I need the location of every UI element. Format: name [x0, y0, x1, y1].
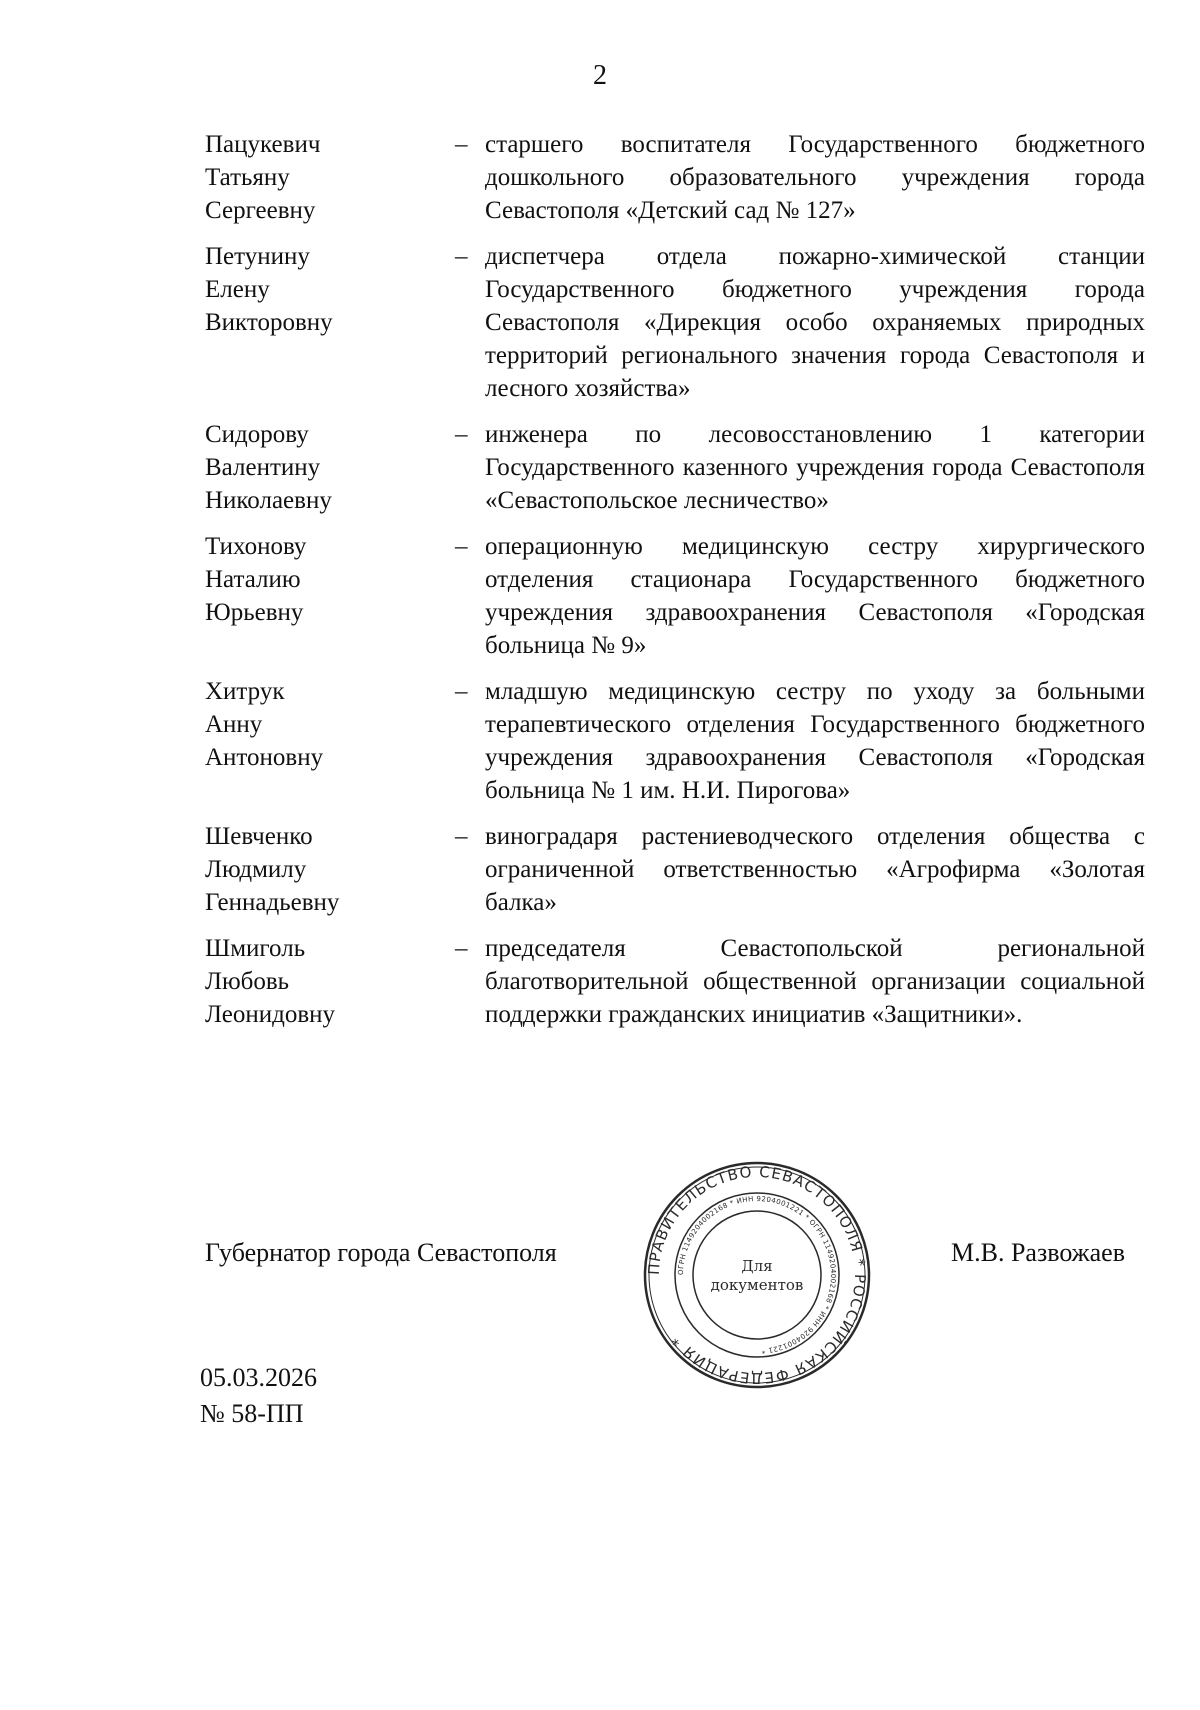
- document-date-number: [200, 1360, 317, 1432]
- first-name: Любовь: [205, 968, 290, 995]
- surname: Хитрук: [205, 678, 285, 705]
- patronymic: Леонидовну: [205, 1001, 336, 1028]
- position-description: операционную медицинскую сестру хирургического отделения стационара Государственного бюджетного учреждения здравоохранения Севастополя «Городская больница № 9»: [485, 533, 1145, 659]
- patronymic: Сергеевну: [205, 197, 316, 224]
- seal-center-line1: Для: [741, 1257, 773, 1275]
- page-number: 2: [593, 60, 607, 91]
- position-description: старшего воспитателя Государственного бюджетного дошкольного образовательного учреждения города Севастополя «Детский сад № 127»: [485, 131, 1145, 224]
- official-seal: [642, 1160, 872, 1390]
- first-name: Людмилу: [205, 856, 307, 883]
- document-number: № 58-ПП: [200, 1399, 304, 1428]
- patronymic: Николаевну: [205, 487, 332, 514]
- document-date: 05.03.2026: [200, 1363, 317, 1392]
- dash: –: [455, 243, 468, 270]
- position-description: диспетчера отдела пожарно-химической станции Государственного бюджетного учреждения города Севастополя «Дирекция особо охраняемых природных территорий регионального значения города Севастополя и лесного хозяйства»: [485, 243, 1145, 402]
- list-item: [205, 932, 1145, 1031]
- surname: Пацукевич: [205, 131, 321, 158]
- seal-registration-text: ОГРН 1149204002168 * ИНН 9204001221 * ОГРН 1149204002168 * ИНН 9204001221 *: [676, 1194, 838, 1355]
- person-name: [205, 128, 455, 227]
- person-name: [205, 530, 455, 662]
- patronymic: Геннадьевну: [205, 889, 340, 916]
- surname: Шмиголь: [205, 935, 306, 962]
- patronymic: Юрьевну: [205, 599, 304, 626]
- seal-inner-ring: [693, 1211, 821, 1339]
- list-item: [205, 240, 1145, 405]
- patronymic: Антоновну: [205, 744, 324, 771]
- position-description: младшую медицинскую сестру по уходу за больными терапевтического отделения Государственного бюджетного учреждения здравоохранения Севастополя «Городская больница № 1 им. Н.И. Пирогова»: [485, 678, 1145, 804]
- surname: Сидорову: [205, 421, 309, 448]
- list-item: [205, 820, 1145, 919]
- signatory-name: М.В. Развожаев: [950, 1238, 1125, 1267]
- position-description: председателя Севастопольской региональной благотворительной общественной организации социальной поддержки гражданских инициатив «Защитники».: [485, 935, 1145, 1028]
- person-name: [205, 820, 455, 919]
- surname: Петунину: [205, 243, 310, 270]
- dash: –: [455, 935, 468, 962]
- first-name: Елену: [205, 276, 270, 303]
- award-list: [205, 128, 1145, 1044]
- surname: Шевченко: [205, 823, 313, 850]
- person-name: [205, 932, 455, 1031]
- person-name: [205, 675, 455, 807]
- dash: –: [455, 823, 468, 850]
- signatory-title: Губернатор города Севастополя: [205, 1238, 557, 1267]
- patronymic: Викторовну: [205, 309, 333, 336]
- seal-center-line2: документов: [710, 1276, 804, 1294]
- first-name: Анну: [205, 711, 263, 738]
- position-description: инженера по лесовосстановлению 1 категории Государственного казенного учреждения города Севастополя «Севастопольское лесничество»: [485, 421, 1145, 514]
- position-description: виноградаря растениеводческого отделения общества с ограниченной ответственностью «Агрофирма «Золотая балка»: [485, 823, 1145, 916]
- list-item: [205, 418, 1145, 517]
- first-name: Татьяну: [205, 164, 290, 191]
- dash: –: [455, 533, 468, 560]
- person-name: [205, 240, 455, 405]
- seal-middle-ring: [675, 1193, 839, 1357]
- surname: Тихонову: [205, 533, 307, 560]
- first-name: Наталию: [205, 566, 301, 593]
- seal-outer-text: ПРАВИТЕЛЬСТВО СЕВАСТОПОЛЯ * РОССИЙСКАЯ ФЕДЕРАЦИЯ *: [644, 1162, 870, 1388]
- list-item: [205, 128, 1145, 227]
- dash: –: [455, 421, 468, 448]
- dash: –: [455, 678, 468, 705]
- first-name: Валентину: [205, 454, 321, 481]
- person-name: [205, 418, 455, 517]
- list-item: [205, 675, 1145, 807]
- list-item: [205, 530, 1145, 662]
- dash: –: [455, 131, 468, 158]
